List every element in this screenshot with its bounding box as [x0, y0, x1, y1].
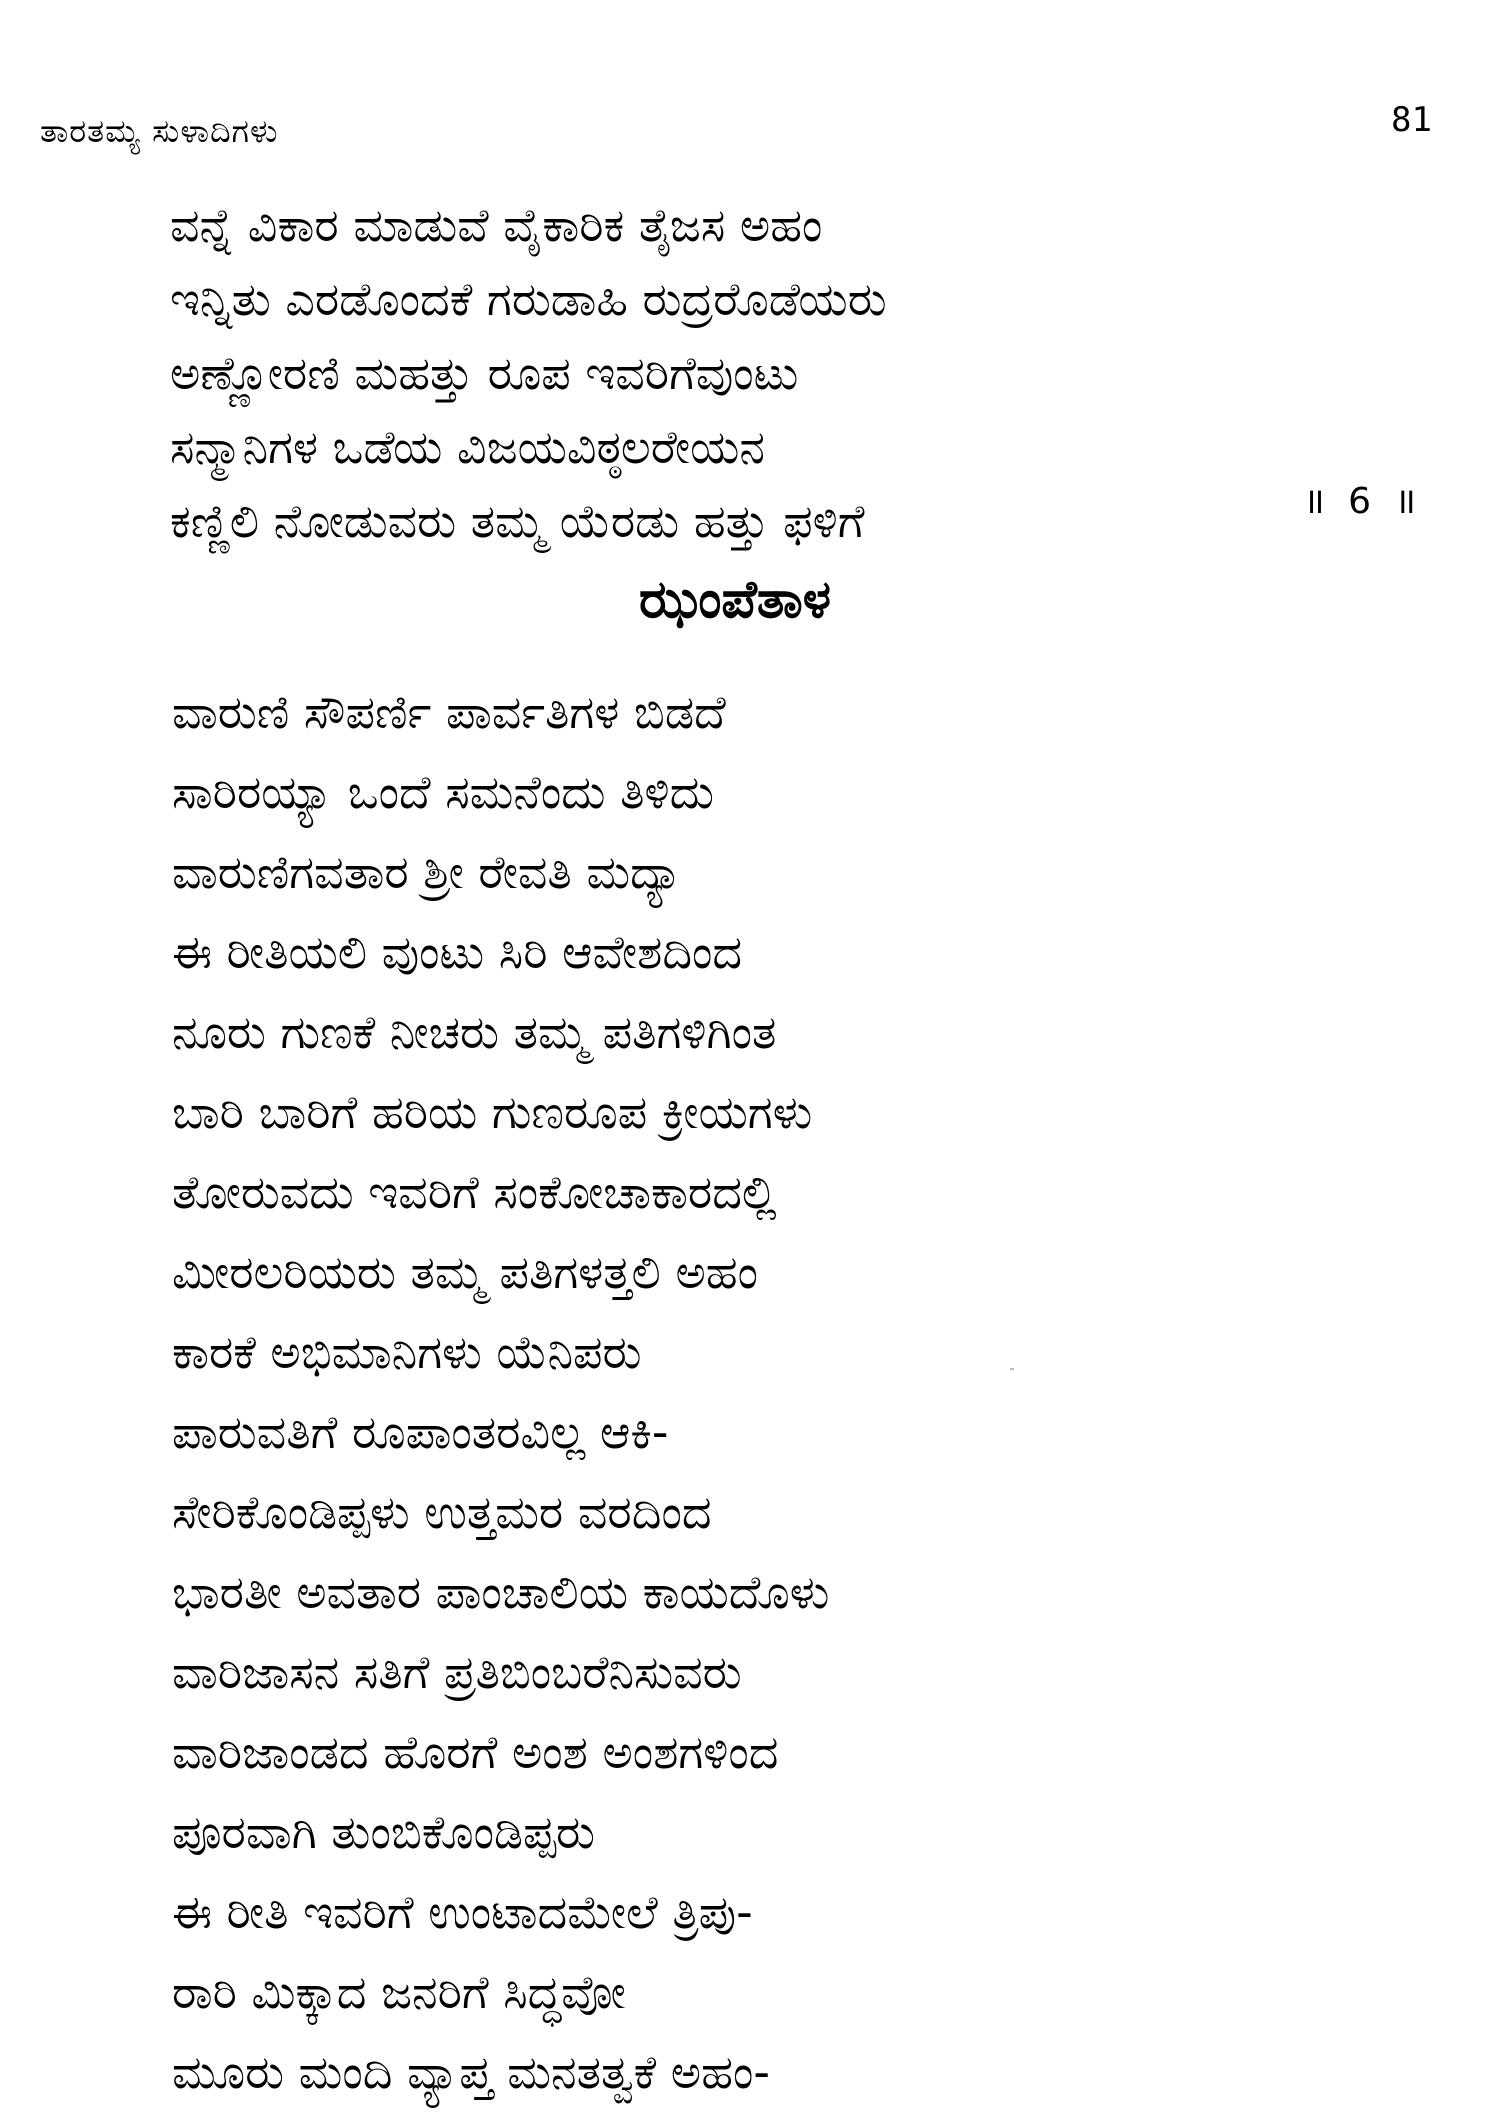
stanza-6: [170, 188, 887, 558]
verse-line: ಅಣ್ಣೋರಣಿ ಮಹತ್ತು ರೂಪ ಇವರಿಗೆವುಂಟು: [170, 346, 799, 400]
verse-line: ವಾರಿಜಾಂಡದ ಹೊರಗೆ ಅಂಶ ಅಂಶಗಳಿಂದ: [172, 1725, 779, 1779]
verse-line: ಈ ರೀತಿ ಇವರಿಗೆ ಉಂಟಾದಮೇಲೆ ತ್ರಿಪು-: [172, 1885, 753, 1939]
verse-line: ತೋರುವದು ಇವರಿಗೆ ಸಂಕೋಚಾಕಾರದಲ್ಲಿ: [172, 1165, 777, 1219]
verse-line: ಇನ್ನಿತು ಎರಡೊಂದಕೆ ಗರುಡಾಹಿ ರುದ್ರರೊಡೆಯರು: [170, 272, 887, 326]
verse-line: ವಾರಿಜಾಸನ ಸತಿಗೆ ಪ್ರತಿಬಿಂಬರೆನಿಸುವರು: [172, 1645, 742, 1699]
verse-line: ಪಾರುವತಿಗೆ ರೂಪಾಂತರವಿಲ್ಲ ಆಕಿ-: [172, 1405, 669, 1459]
verse-line: ಈ ರೀತಿಯಲಿ ವುಂಟು ಸಿರಿ ಆವೇಶದಿಂದ: [172, 925, 743, 979]
page-number: 81: [1391, 100, 1432, 140]
verse-line: ಸೇರಿಕೊಂಡಿಪ್ಪಳು ಉತ್ತಮರ ವರದಿಂದ: [172, 1485, 712, 1539]
verse-number-marker: ॥ 6 ॥: [1303, 481, 1422, 522]
stanza-7: [172, 672, 829, 2112]
verse-line: ನೂರು ಗುಣಕೆ ನೀಚರು ತಮ್ಮ ಪತಿಗಳಿಗಿಂತ: [172, 1005, 777, 1059]
verse-line: ರಾರಿ ಮಿಕ್ಕಾದ ಜನರಿಗೆ ಸಿದ್ಧವೋ: [172, 1965, 626, 2019]
verse-line: ಪೂರವಾಗಿ ತುಂಬಿಕೊಂಡಿಪ್ಪರು: [172, 1805, 595, 1859]
verse-line: ಮೀರಲರಿಯರು ತಮ್ಮ ಪತಿಗಳತ್ತಲಿ ಅಹಂ: [172, 1245, 759, 1299]
section-title: ಝಂಪೆತಾಳ: [639, 570, 831, 630]
verse-line: ಕಾರಕೆ ಅಭಿಮಾನಿಗಳು ಯೆನಿಪರು: [172, 1325, 642, 1379]
verse-line: ಮೂರು ಮಂದಿ ವ್ಯಾಪ್ತ ಮನತತ್ವಕೆ ಅಹಂ-: [172, 2045, 770, 2099]
verse-line: ವನ್ನೆ ವಿಕಾರ ಮಾಡುವೆ ವೈಕಾರಿಕ ತೈಜಸ ಅಹಂ: [170, 198, 823, 252]
verse-line: ವಾರುಣಿಗವತಾರ ಶ್ರೀ ರೇವತಿ ಮದ್ಯಾ: [172, 845, 683, 899]
verse-line: ಸಾರಿರಯ್ಯಾ ಒಂದೆ ಸಮನೆಂದು ತಿಳಿದು: [172, 765, 714, 819]
scan-speck: [1010, 1368, 1014, 1370]
verse-line: ಕಣ್ಣಿಲಿ ನೋಡುವರು ತಮ್ಮ ಯೆರಡು ಹತ್ತು ಫಳಿಗೆ: [170, 494, 865, 548]
verse-line: ವಾರುಣಿ ಸೌಪರ್ಣಿ ಪಾರ್ವತಿಗಳ ಬಿಡದೆ: [172, 685, 726, 739]
running-head: ತಾರತಮ್ಯ ಸುಳಾದಿಗಳು: [40, 112, 279, 150]
verse-line: ಭಾರತೀ ಅವತಾರ ಪಾಂಚಾಲಿಯ ಕಾಯದೊಳು: [172, 1565, 830, 1619]
verse-line: ಬಾರಿ ಬಾರಿಗೆ ಹರಿಯ ಗುಣರೂಪ ಕ್ರೀಯಗಳು: [172, 1085, 813, 1139]
verse-line: ಸನ್ಮಾನಿಗಳ ಒಡೆಯ ವಿಜಯವಿಠ್ಠಲರೇಯನ: [170, 420, 765, 474]
